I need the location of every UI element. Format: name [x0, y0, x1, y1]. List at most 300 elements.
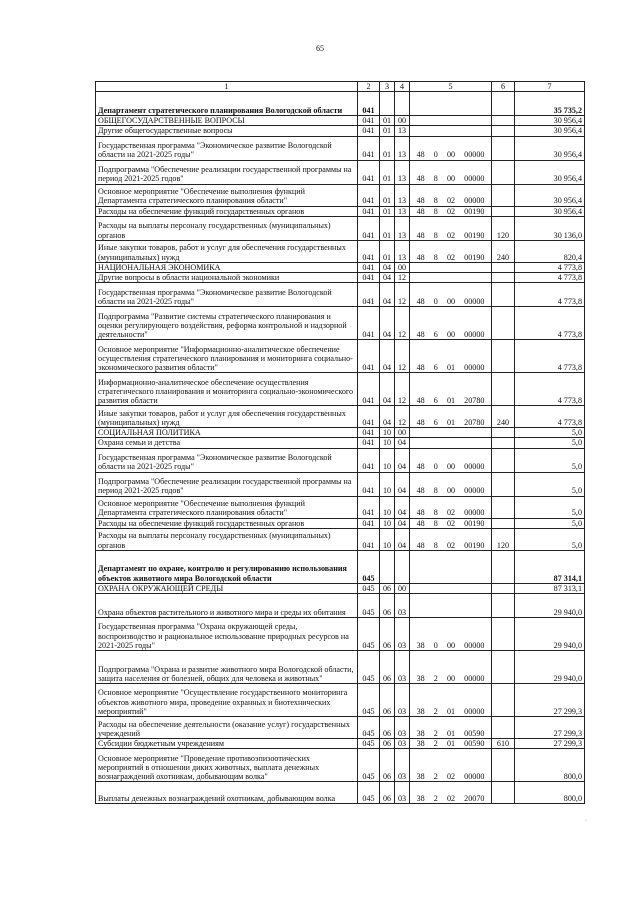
row-grbs: 041	[358, 273, 380, 283]
target-article-part: 0	[433, 462, 438, 472]
target-article-part: 38	[416, 772, 425, 782]
row-target-article	[410, 92, 492, 116]
target-article-parts	[412, 330, 489, 339]
row-subsection: 12	[395, 406, 410, 428]
row-name: Субсидии бюджетным учреждениям	[96, 739, 358, 749]
row-section: 06	[380, 651, 395, 684]
target-article-part: 00190	[464, 252, 485, 262]
row-subsection: 13	[395, 206, 410, 216]
row-name: СОЦИАЛЬНАЯ ПОЛИТИКА	[96, 428, 358, 438]
table-row	[96, 160, 585, 184]
target-article-part: 00000	[464, 706, 485, 716]
row-expense-type	[492, 160, 515, 184]
row-section	[380, 550, 395, 583]
row-name: ОХРАНА ОКРУЖАЮЩЕЙ СРЕДЫ	[96, 583, 358, 593]
row-name: Иные закупки товаров, работ и услуг для обеспечения государственных (муниципальных) нужд	[96, 406, 358, 428]
target-article-part: 00190	[464, 206, 485, 216]
row-target-article	[410, 496, 492, 518]
target-article-part: 00190	[464, 540, 485, 550]
row-subsection: 13	[395, 136, 410, 160]
row-name: Подпрограмма "Обеспечение реализации государственной программы на период 2021-2025 годов"	[96, 472, 358, 496]
row-grbs: 045	[358, 618, 380, 651]
row-subsection: 12	[395, 307, 410, 340]
target-article-part: 2	[433, 794, 438, 804]
row-subsection: 13	[395, 126, 410, 136]
row-amount: 87 314,1	[515, 550, 585, 583]
row-amount: 30 956,4	[515, 126, 585, 136]
row-subsection: 04	[395, 472, 410, 496]
target-article-part: 48	[416, 206, 425, 216]
row-section	[380, 92, 395, 116]
row-section: 04	[380, 406, 395, 428]
row-grbs: 041	[358, 160, 380, 184]
row-amount: 4 773,8	[515, 307, 585, 340]
target-article-part: 00000	[464, 486, 485, 496]
row-section: 04	[380, 373, 395, 406]
row-grbs: 045	[358, 782, 380, 804]
row-name: Основное мероприятие "Проведение противоэпизоотических мероприятий в отношении диких животных, выплата денежных вознаграждений охотникам, добывающим волка"	[96, 749, 358, 782]
row-subsection: 13	[395, 216, 410, 240]
row-grbs: 041	[358, 518, 380, 528]
row-subsection: 03	[395, 684, 410, 717]
row-subsection	[395, 92, 410, 116]
row-expense-type	[492, 283, 515, 307]
table-row	[96, 717, 585, 739]
table-row	[96, 116, 585, 126]
target-article-part: 00590	[464, 728, 485, 738]
row-target-article	[410, 216, 492, 240]
target-article-part: 01	[446, 739, 456, 749]
header-cell-amount: 7	[515, 82, 585, 92]
row-target-article	[410, 594, 492, 618]
row-name: Другие вопросы в области национальной экономики	[96, 273, 358, 283]
row-target-article	[410, 528, 492, 550]
row-section: 04	[380, 262, 395, 272]
row-section: 01	[380, 160, 395, 184]
row-expense-type	[492, 92, 515, 116]
row-name: Основное мероприятие "Информационно-аналитическое обеспечение осуществления стратегического планирования и мониторинга социально-экономического развития области"	[96, 340, 358, 373]
row-target-article	[410, 550, 492, 583]
row-name: Подпрограмма "Охрана и развитие животного мира Вологодской области, защита населения от болезней, общих для человека и животных"	[96, 651, 358, 684]
row-subsection: 12	[395, 283, 410, 307]
target-article-part: 02	[446, 508, 456, 518]
row-subsection: 13	[395, 160, 410, 184]
row-name: Государственная программа "Экономическое развитие Вологодской области на 2021-2025 годы"	[96, 283, 358, 307]
target-article-part: 48	[416, 174, 425, 184]
row-target-article	[410, 651, 492, 684]
row-grbs: 041	[358, 262, 380, 272]
table-row	[96, 594, 585, 618]
row-grbs: 041	[358, 216, 380, 240]
table-row	[96, 749, 585, 782]
row-target-article	[410, 782, 492, 804]
target-article-part: 0	[433, 640, 438, 650]
row-amount: 5,0	[515, 448, 585, 472]
target-article-part: 8	[433, 174, 438, 184]
row-amount: 820,4	[515, 240, 585, 262]
row-grbs: 041	[358, 206, 380, 216]
target-article-parts	[412, 739, 489, 748]
target-article-part: 6	[433, 418, 438, 428]
row-amount: 5,0	[515, 518, 585, 528]
table-row	[96, 240, 585, 262]
target-article-part: 00	[446, 462, 456, 472]
row-grbs: 045	[358, 651, 380, 684]
target-article-part: 2	[433, 772, 438, 782]
row-target-article	[410, 184, 492, 206]
target-article-part: 48	[416, 396, 425, 406]
table-row	[96, 184, 585, 206]
table-row	[96, 448, 585, 472]
row-grbs: 041	[358, 438, 380, 448]
row-section: 10	[380, 518, 395, 528]
table-row	[96, 406, 585, 428]
table-row	[96, 782, 585, 804]
target-article-parts	[412, 486, 489, 495]
row-target-article	[410, 136, 492, 160]
row-subsection: 00	[395, 428, 410, 438]
row-section: 04	[380, 340, 395, 373]
target-article-part: 48	[416, 486, 425, 496]
target-article-part: 6	[433, 330, 438, 340]
target-article-parts	[412, 508, 489, 517]
target-article-part: 48	[416, 518, 425, 528]
row-section: 04	[380, 283, 395, 307]
target-article-part: 00590	[464, 739, 485, 749]
row-subsection: 00	[395, 116, 410, 126]
row-amount: 5,0	[515, 496, 585, 518]
target-article-parts	[412, 462, 489, 471]
row-section: 01	[380, 216, 395, 240]
row-amount: 5,0	[515, 528, 585, 550]
table-row	[96, 518, 585, 528]
row-target-article	[410, 373, 492, 406]
row-section: 06	[380, 684, 395, 717]
row-name: Основное мероприятие "Обеспечение выполнения функций Департамента стратегического планирования области"	[96, 496, 358, 518]
target-article-parts	[412, 231, 489, 240]
target-article-part: 00	[446, 297, 456, 307]
row-amount: 4 773,8	[515, 273, 585, 283]
row-section: 06	[380, 594, 395, 618]
row-grbs: 041	[358, 448, 380, 472]
target-article-part: 00	[446, 330, 456, 340]
row-name: Расходы на обеспечение деятельности (оказание услуг) государственных учреждений	[96, 717, 358, 739]
row-target-article	[410, 406, 492, 428]
row-expense-type	[492, 717, 515, 739]
table-row	[96, 136, 585, 160]
target-article-part: 38	[416, 739, 425, 749]
row-amount: 30 956,4	[515, 136, 585, 160]
header-cell-target-article: 5	[410, 82, 492, 92]
row-amount: 4 773,8	[515, 283, 585, 307]
target-article-part: 00	[446, 673, 456, 683]
row-amount: 30 956,4	[515, 160, 585, 184]
target-article-part: 00	[446, 150, 456, 160]
row-subsection	[395, 550, 410, 583]
row-subsection: 00	[395, 583, 410, 593]
row-expense-type: 120	[492, 216, 515, 240]
row-name: Охрана семьи и детства	[96, 438, 358, 448]
row-grbs: 041	[358, 472, 380, 496]
row-grbs: 041	[358, 136, 380, 160]
row-target-article	[410, 273, 492, 283]
row-grbs: 045	[358, 594, 380, 618]
target-article-parts	[412, 707, 489, 716]
row-expense-type	[492, 116, 515, 126]
row-subsection: 03	[395, 651, 410, 684]
target-article-part: 01	[446, 396, 456, 406]
table-row	[96, 283, 585, 307]
budget-table	[95, 81, 585, 804]
target-article-part: 48	[416, 196, 425, 206]
row-expense-type	[492, 472, 515, 496]
row-amount: 800,0	[515, 749, 585, 782]
target-article-part: 2	[433, 728, 438, 738]
row-grbs: 045	[358, 550, 380, 583]
table-row	[96, 739, 585, 749]
row-expense-type	[492, 684, 515, 717]
row-amount: 35 735,2	[515, 92, 585, 116]
target-article-part: 20780	[464, 396, 485, 406]
row-subsection: 03	[395, 618, 410, 651]
target-article-parts	[412, 641, 489, 650]
row-grbs: 041	[358, 184, 380, 206]
target-article-part: 2	[433, 739, 438, 749]
row-grbs: 041	[358, 406, 380, 428]
row-grbs: 041	[358, 428, 380, 438]
row-amount: 27 299,3	[515, 717, 585, 739]
row-target-article	[410, 126, 492, 136]
row-expense-type	[492, 373, 515, 406]
target-article-part: 00190	[464, 230, 485, 240]
row-expense-type	[492, 340, 515, 373]
target-article-part: 38	[416, 728, 425, 738]
table-row	[96, 651, 585, 684]
row-expense-type	[492, 618, 515, 651]
row-amount: 29 940,0	[515, 594, 585, 618]
row-expense-type	[492, 518, 515, 528]
target-article-part: 0	[433, 297, 438, 307]
target-article-part: 38	[416, 794, 425, 804]
row-expense-type	[492, 594, 515, 618]
row-expense-type: 120	[492, 528, 515, 550]
row-amount: 29 940,0	[515, 651, 585, 684]
row-expense-type	[492, 496, 515, 518]
row-expense-type: 240	[492, 240, 515, 262]
row-grbs: 041	[358, 496, 380, 518]
row-target-article	[410, 618, 492, 651]
row-grbs: 041	[358, 116, 380, 126]
row-grbs: 041	[358, 373, 380, 406]
row-name: Информационно-аналитическое обеспечение осуществления стратегического планирования и мониторинга социально-экономического развития области	[96, 373, 358, 406]
table-row	[96, 92, 585, 116]
row-name: Охрана объектов растительного и животного мира и среды их обитания	[96, 594, 358, 618]
table-row	[96, 550, 585, 583]
page-number: 65	[316, 44, 324, 53]
row-subsection: 04	[395, 518, 410, 528]
target-article-part: 00000	[464, 772, 485, 782]
row-expense-type	[492, 307, 515, 340]
row-name: НАЦИОНАЛЬНАЯ ЭКОНОМИКА	[96, 262, 358, 272]
row-subsection: 12	[395, 273, 410, 283]
row-section: 10	[380, 472, 395, 496]
row-target-article	[410, 283, 492, 307]
target-article-part: 02	[446, 206, 456, 216]
row-section: 06	[380, 739, 395, 749]
row-target-article	[410, 438, 492, 448]
target-article-part: 48	[416, 330, 425, 340]
header-row	[96, 82, 585, 92]
target-article-part: 48	[416, 363, 425, 373]
target-article-part: 8	[433, 508, 438, 518]
row-amount: 29 940,0	[515, 618, 585, 651]
row-subsection: 03	[395, 717, 410, 739]
row-subsection: 03	[395, 739, 410, 749]
row-section: 06	[380, 618, 395, 651]
target-article-parts	[412, 794, 489, 803]
target-article-part: 48	[416, 230, 425, 240]
target-article-part: 38	[416, 640, 425, 650]
row-amount: 5,0	[515, 428, 585, 438]
row-name: Основное мероприятие "Осуществление государственного мониторинга объектов животного мира, проведение охранных и биотехнических мероприятий"	[96, 684, 358, 717]
row-expense-type	[492, 273, 515, 283]
target-article-part: 00	[446, 486, 456, 496]
row-section: 01	[380, 206, 395, 216]
row-expense-type	[492, 782, 515, 804]
row-name: Другие общегосударственные вопросы	[96, 126, 358, 136]
row-subsection: 04	[395, 448, 410, 472]
row-grbs: 041	[358, 126, 380, 136]
table-row	[96, 373, 585, 406]
row-amount: 4 773,8	[515, 340, 585, 373]
row-name: Основное мероприятие "Обеспечение выполнения функций Департамента стратегического планирования области"	[96, 184, 358, 206]
row-section: 10	[380, 438, 395, 448]
target-article-part: 48	[416, 508, 425, 518]
row-amount: 800,0	[515, 782, 585, 804]
table-row	[96, 438, 585, 448]
target-article-part: 02	[446, 794, 456, 804]
target-article-part: 00000	[464, 196, 485, 206]
row-name: Государственная программа "Экономическое развитие Вологодской области на 2021-2025 годы"	[96, 448, 358, 472]
header-cell-section: 3	[380, 82, 395, 92]
row-target-article	[410, 749, 492, 782]
row-target-article	[410, 472, 492, 496]
row-target-article	[410, 684, 492, 717]
row-name: Иные закупки товаров, работ и услуг для обеспечения государственных (муниципальных) нужд	[96, 240, 358, 262]
target-article-parts	[412, 418, 489, 427]
row-subsection: 03	[395, 749, 410, 782]
target-article-part: 00000	[464, 330, 485, 340]
target-article-parts	[412, 150, 489, 159]
row-subsection: 04	[395, 496, 410, 518]
table-row	[96, 583, 585, 593]
row-expense-type: 240	[492, 406, 515, 428]
row-expense-type: 610	[492, 739, 515, 749]
table-row	[96, 472, 585, 496]
row-name: ОБЩЕГОСУДАРСТВЕННЫЕ ВОПРОСЫ	[96, 116, 358, 126]
target-article-part: 8	[433, 230, 438, 240]
row-amount: 5,0	[515, 472, 585, 496]
row-expense-type	[492, 583, 515, 593]
target-article-part: 6	[433, 396, 438, 406]
row-name: Выплаты денежных вознаграждений охотникам, добывающим волка	[96, 782, 358, 804]
target-article-parts	[412, 253, 489, 262]
row-target-article	[410, 739, 492, 749]
table-row	[96, 273, 585, 283]
row-section: 06	[380, 782, 395, 804]
row-expense-type	[492, 136, 515, 160]
target-article-part: 6	[433, 363, 438, 373]
row-name: Департамент стратегического планирования Вологодской области	[96, 92, 358, 116]
row-target-article	[410, 448, 492, 472]
row-expense-type	[492, 550, 515, 583]
row-target-article	[410, 160, 492, 184]
header-cell-grbs: 2	[358, 82, 380, 92]
target-article-part: 00000	[464, 673, 485, 683]
target-article-part: 00000	[464, 508, 485, 518]
table-row	[96, 496, 585, 518]
target-article-part: 48	[416, 252, 425, 262]
target-article-part: 8	[433, 518, 438, 528]
row-expense-type	[492, 438, 515, 448]
target-article-part: 02	[446, 540, 456, 550]
row-amount: 30 136,0	[515, 216, 585, 240]
table-row	[96, 307, 585, 340]
row-section: 01	[380, 184, 395, 206]
row-subsection: 04	[395, 528, 410, 550]
row-expense-type	[492, 184, 515, 206]
row-name: Подпрограмма "Обеспечение реализации государственной программы на период 2021-2025 годов"	[96, 160, 358, 184]
target-article-part: 01	[446, 363, 456, 373]
row-section: 04	[380, 273, 395, 283]
row-subsection: 03	[395, 782, 410, 804]
row-amount: 87 313,1	[515, 583, 585, 593]
row-grbs: 041	[358, 340, 380, 373]
row-amount: 4 773,8	[515, 406, 585, 428]
row-subsection: 04	[395, 438, 410, 448]
target-article-parts	[412, 772, 489, 781]
row-subsection: 13	[395, 184, 410, 206]
target-article-part: 00	[446, 174, 456, 184]
row-target-article	[410, 583, 492, 593]
row-amount: 5,0	[515, 438, 585, 448]
target-article-part: 00000	[464, 297, 485, 307]
row-grbs: 045	[358, 583, 380, 593]
target-article-part: 38	[416, 706, 425, 716]
row-expense-type	[492, 262, 515, 272]
row-target-article	[410, 262, 492, 272]
table-row	[96, 618, 585, 651]
row-grbs: 045	[358, 739, 380, 749]
target-article-part: 00	[446, 640, 456, 650]
row-grbs: 045	[358, 684, 380, 717]
row-section: 10	[380, 448, 395, 472]
target-article-part: 0	[433, 150, 438, 160]
target-article-part: 8	[433, 252, 438, 262]
target-article-parts	[412, 207, 489, 216]
row-grbs: 041	[358, 240, 380, 262]
row-target-article	[410, 340, 492, 373]
row-expense-type	[492, 749, 515, 782]
target-article-part: 48	[416, 418, 425, 428]
target-article-part: 48	[416, 297, 425, 307]
row-grbs: 045	[358, 749, 380, 782]
target-article-part: 38	[416, 673, 425, 683]
target-article-part: 02	[446, 772, 456, 782]
target-article-part: 01	[446, 706, 456, 716]
target-article-parts	[412, 541, 489, 550]
target-article-parts	[412, 363, 489, 372]
